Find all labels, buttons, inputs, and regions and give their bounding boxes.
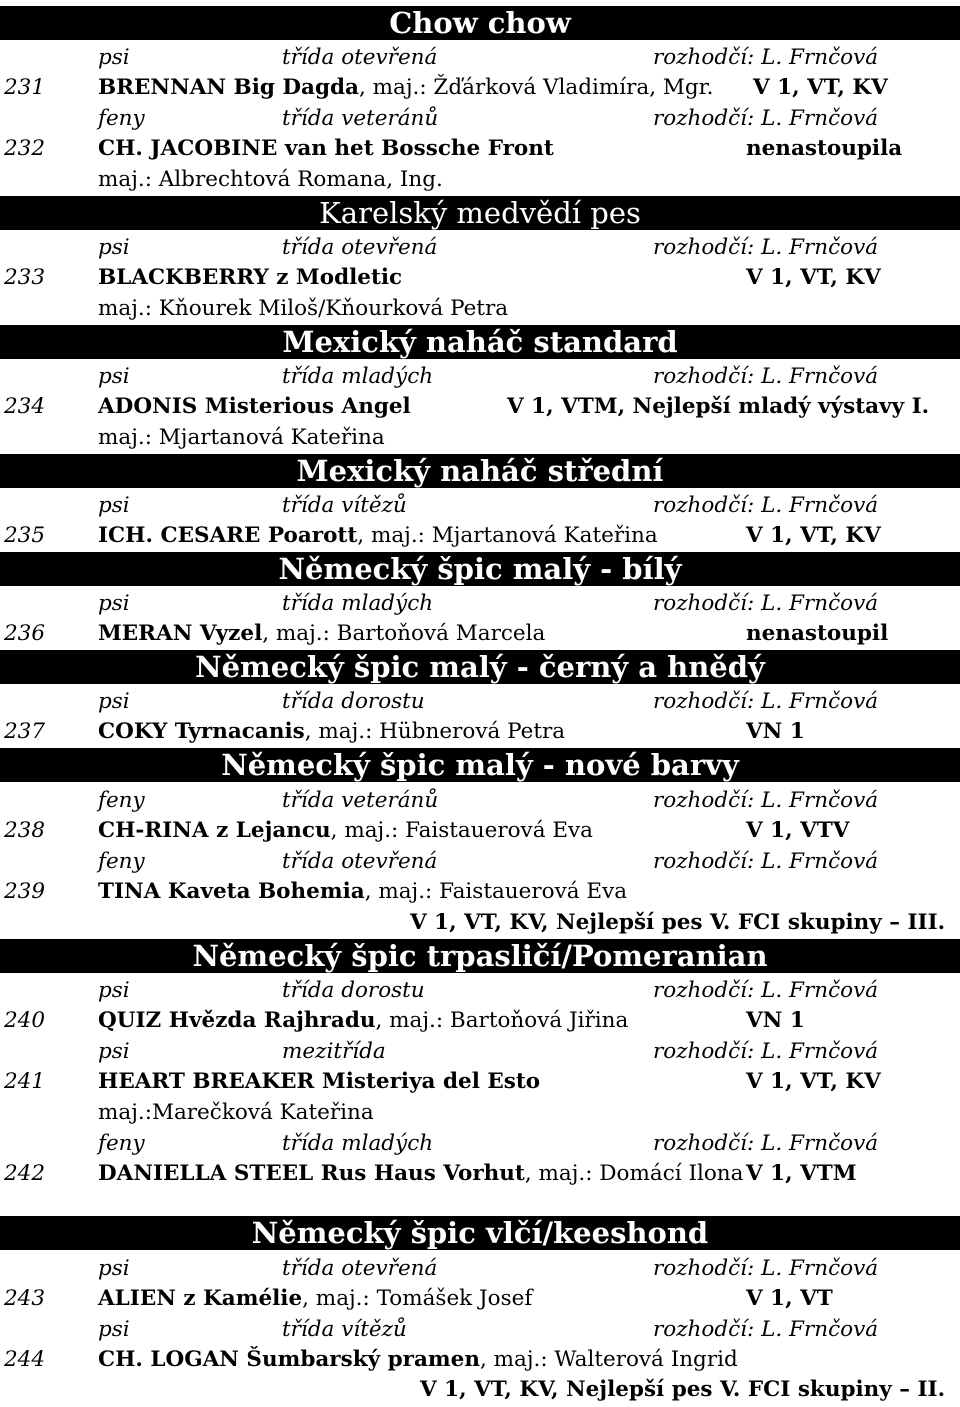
result: VN 1 <box>746 719 805 744</box>
sex-label: feny <box>98 106 145 131</box>
owner-text: , maj.: Faistauerová Eva <box>364 879 628 904</box>
sex-label: psi <box>98 591 130 616</box>
catalog-number: 240 <box>4 1008 46 1033</box>
dog-name: COKY Tyrnacanis <box>98 719 305 744</box>
judge-label: rozhodčí: L. Frnčová <box>653 493 879 518</box>
class-line <box>0 785 960 816</box>
catalog-number: 232 <box>4 136 46 161</box>
class-label: třída mladých <box>282 591 434 616</box>
class-label: třída veteránů <box>282 788 439 813</box>
dog-name: TINA Kaveta Bohemia <box>98 879 365 904</box>
class-label: třída mladých <box>282 364 434 389</box>
catalog-number: 235 <box>4 523 46 548</box>
result: VN 1 <box>746 1008 805 1033</box>
sex-label: psi <box>98 1039 130 1064</box>
owner-text: , maj.: Faistauerová Eva <box>330 818 594 843</box>
section-header-nemecky-spic-maly-nove-barvy: Německý špic malý - nové barvy <box>0 748 960 782</box>
sex-label: psi <box>98 45 130 70</box>
result: V 1, VT, KV <box>746 265 881 290</box>
class-label: třída otevřená <box>282 45 438 70</box>
class-line <box>0 588 960 619</box>
class-label: třída dorostu <box>282 978 425 1003</box>
dog-entry <box>98 716 565 747</box>
class-line <box>0 1128 960 1159</box>
result: V 1, VT, KV <box>746 523 881 548</box>
entry-line <box>0 262 960 293</box>
dog-name: BLACKBERRY z Modletic <box>98 265 403 290</box>
owner-text: , maj.: Walterová Ingrid <box>479 1347 738 1372</box>
sex-label: feny <box>98 849 145 874</box>
result-line <box>0 907 960 938</box>
owner-text: , maj.: Tomášek Josef <box>302 1286 533 1311</box>
dog-entry <box>98 618 545 649</box>
dog-entry <box>98 1005 628 1036</box>
entry-line <box>0 716 960 747</box>
class-line <box>0 1036 960 1067</box>
catalog-number: 233 <box>4 265 46 290</box>
owner-text: , maj.: Mjartanová Kateřina <box>357 523 658 548</box>
class-label: třída vítězů <box>282 1317 407 1342</box>
catalog-number: 244 <box>4 1347 46 1372</box>
dog-entry <box>98 72 713 103</box>
entry-line <box>0 618 960 649</box>
section-header-nemecky-spic-vlci-keeshond: Německý špic vlčí/keeshond <box>0 1216 960 1250</box>
owner-text: maj.:Marečková Kateřina <box>98 1100 374 1125</box>
section-header-nemecky-spic-maly-cerny-a-hnedy: Německý špic malý - černý a hnědý <box>0 650 960 684</box>
owner-text: maj.: Mjartanová Kateřina <box>98 425 385 450</box>
section-header-mexicky-nahac-stredni: Mexický naháč střední <box>0 454 960 488</box>
class-line <box>0 975 960 1006</box>
sex-label: feny <box>98 1131 145 1156</box>
result: nenastoupil <box>746 621 889 646</box>
catalog-number: 243 <box>4 1286 46 1311</box>
sex-label: psi <box>98 1256 130 1281</box>
sex-label: psi <box>98 235 130 260</box>
entry-line <box>0 1283 960 1314</box>
owner-line <box>0 293 960 324</box>
catalog-number: 236 <box>4 621 46 646</box>
dog-name: MERAN Vyzel <box>98 621 263 646</box>
entry-line <box>0 520 960 551</box>
result-line <box>0 1374 960 1405</box>
dog-entry <box>98 1158 743 1189</box>
result: nenastoupila <box>746 136 903 161</box>
dog-entry <box>98 876 627 907</box>
result: V 1, VT, KV, Nejlepší pes V. FCI skupiny – II. <box>420 1377 946 1402</box>
class-label: třída veteránů <box>282 106 439 131</box>
sex-label: psi <box>98 689 130 714</box>
dog-name: HEART BREAKER Misteriya del Esto <box>98 1069 541 1094</box>
judge-label: rozhodčí: L. Frnčová <box>653 978 879 1003</box>
sex-label: psi <box>98 1317 130 1342</box>
section-header-chow-chow: Chow chow <box>0 6 960 40</box>
section-header-mexicky-nahac-standard: Mexický naháč standard <box>0 325 960 359</box>
owner-line <box>0 422 960 453</box>
entry-line <box>0 1158 960 1189</box>
dog-name: ADONIS Misterious Angel <box>98 394 411 419</box>
class-line <box>0 361 960 392</box>
catalog-number: 242 <box>4 1161 46 1186</box>
class-label: třída otevřená <box>282 235 438 260</box>
class-label: třída vítězů <box>282 493 407 518</box>
catalog-number: 234 <box>4 394 46 419</box>
judge-label: rozhodčí: L. Frnčová <box>653 1131 879 1156</box>
catalog-number: 241 <box>4 1069 46 1094</box>
result: V 1, VTV <box>746 818 850 843</box>
entry-line <box>0 1066 960 1097</box>
sex-label: psi <box>98 364 130 389</box>
result: V 1, VT, KV <box>746 1069 881 1094</box>
sex-label: psi <box>98 493 130 518</box>
class-line <box>0 490 960 521</box>
judge-label: rozhodčí: L. Frnčová <box>653 849 879 874</box>
entry-line <box>0 815 960 846</box>
owner-text: , maj.: Domácí Ilona <box>524 1161 744 1186</box>
judge-label: rozhodčí: L. Frnčová <box>653 45 879 70</box>
owner-text: , maj.: Bartoňová Jiřina <box>375 1008 629 1033</box>
dog-name: DANIELLA STEEL Rus Haus Vorhut <box>98 1161 525 1186</box>
dog-name: BRENNAN Big Dagda <box>98 75 359 100</box>
class-line <box>0 1253 960 1284</box>
result: V 1, VT, KV <box>753 75 888 100</box>
class-label: třída otevřená <box>282 849 438 874</box>
entry-line <box>0 133 960 164</box>
section-header-nemecky-spic-trpaslici-pomeranian: Německý špic trpasličí/Pomeranian <box>0 939 960 973</box>
sex-label: psi <box>98 978 130 1003</box>
dog-name: QUIZ Hvězda Rajhradu <box>98 1008 376 1033</box>
dog-name: CH. LOGAN Šumbarský pramen <box>98 1347 480 1372</box>
section-header-karelsky-medvedi-pes: Karelský medvědí pes <box>0 196 960 230</box>
entry-line <box>0 72 960 103</box>
dog-name: ICH. CESARE Poarott <box>98 523 358 548</box>
dog-name: ALIEN z Kamélie <box>98 1286 303 1311</box>
class-label: mezitřída <box>282 1039 386 1064</box>
class-line <box>0 686 960 717</box>
catalog-number: 237 <box>4 719 46 744</box>
dog-name: CH. JACOBINE van het Bossche Front <box>98 136 554 161</box>
result: V 1, VT <box>746 1286 833 1311</box>
entry-line <box>0 1005 960 1036</box>
dog-entry <box>98 1283 532 1314</box>
owner-text: , maj.: Bartoňová Marcela <box>262 621 546 646</box>
owner-text: maj.: Albrechtová Romana, Ing. <box>98 167 443 192</box>
entry-line <box>0 1344 960 1375</box>
owner-text: maj.: Kňourek Miloš/Kňourková Petra <box>98 296 509 321</box>
sex-label: feny <box>98 788 145 813</box>
class-line <box>0 846 960 877</box>
class-label: třída mladých <box>282 1131 434 1156</box>
judge-label: rozhodčí: L. Frnčová <box>653 235 879 260</box>
class-line <box>0 42 960 73</box>
dog-entry <box>98 1344 738 1375</box>
section-header-nemecky-spic-maly-bily: Německý špic malý - bílý <box>0 552 960 586</box>
catalog-number: 231 <box>4 75 46 100</box>
entry-line <box>0 876 960 907</box>
catalog-number: 239 <box>4 879 46 904</box>
judge-label: rozhodčí: L. Frnčová <box>653 689 879 714</box>
entry-line <box>0 391 960 422</box>
class-line <box>0 103 960 134</box>
dog-entry <box>98 520 658 551</box>
owner-text: , maj.: Žďárková Vladimíra, Mgr. <box>358 75 714 100</box>
result: V 1, VT, KV, Nejlepší pes V. FCI skupiny – III. <box>410 910 946 935</box>
catalog-number: 238 <box>4 818 46 843</box>
judge-label: rozhodčí: L. Frnčová <box>653 364 879 389</box>
judge-label: rozhodčí: L. Frnčová <box>653 788 879 813</box>
class-label: třída otevřená <box>282 1256 438 1281</box>
dog-name: CH-RINA z Lejancu <box>98 818 331 843</box>
owner-line <box>0 1097 960 1128</box>
class-line <box>0 232 960 263</box>
judge-label: rozhodčí: L. Frnčová <box>653 1317 879 1342</box>
class-line <box>0 1314 960 1345</box>
judge-label: rozhodčí: L. Frnčová <box>653 1039 879 1064</box>
judge-label: rozhodčí: L. Frnčová <box>653 1256 879 1281</box>
result: V 1, VTM, Nejlepší mladý výstavy I. <box>507 394 930 419</box>
owner-text: , maj.: Hübnerová Petra <box>304 719 566 744</box>
dog-entry <box>98 815 593 846</box>
judge-label: rozhodčí: L. Frnčová <box>653 106 879 131</box>
result: V 1, VTM <box>746 1161 857 1186</box>
judge-label: rozhodčí: L. Frnčová <box>653 591 879 616</box>
class-label: třída dorostu <box>282 689 425 714</box>
owner-line <box>0 164 960 195</box>
